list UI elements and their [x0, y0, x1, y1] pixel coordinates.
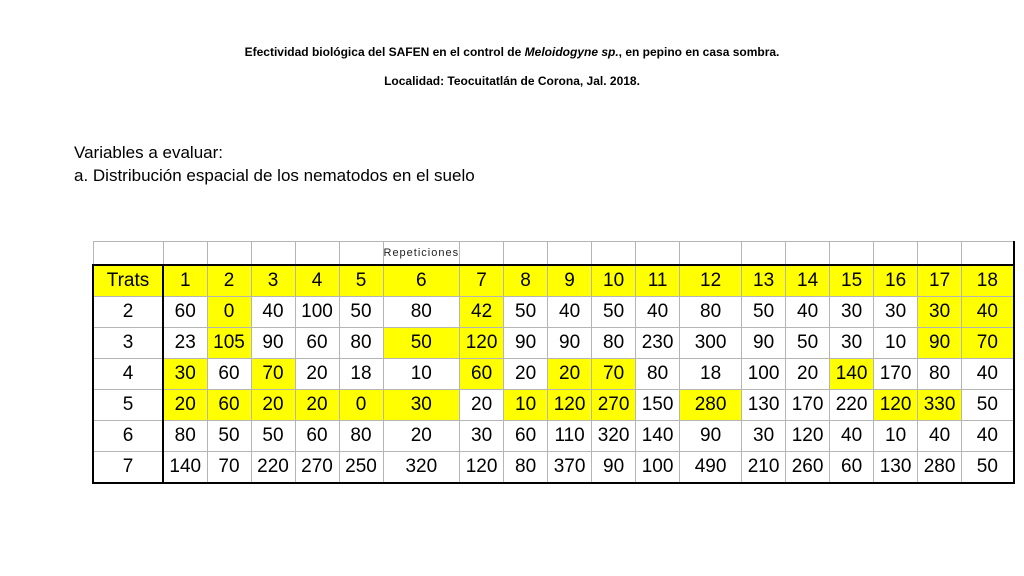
table-cell: 20 [504, 359, 548, 390]
variable-item-a: a. Distribución espacial de los nematodos en el suelo [74, 166, 475, 185]
table-cell: 90 [742, 328, 786, 359]
table-cell: 210 [742, 452, 786, 484]
table-cell: 120 [460, 452, 504, 484]
empty-cell [874, 242, 918, 266]
table-cell: 220 [251, 452, 295, 484]
table-cell: 40 [962, 297, 1014, 328]
column-header: 1 [163, 265, 207, 297]
table-cell: 120 [460, 328, 504, 359]
table-cell: 60 [460, 359, 504, 390]
table-cell: 20 [460, 390, 504, 421]
column-header: 13 [742, 265, 786, 297]
table-cell: 60 [504, 421, 548, 452]
column-header-trats: Trats [93, 265, 163, 297]
table-cell: 40 [786, 297, 830, 328]
table-cell: 30 [918, 297, 962, 328]
table-cell: 18 [680, 359, 742, 390]
table-cell: 300 [680, 328, 742, 359]
empty-cell [251, 242, 295, 266]
empty-cell [93, 242, 163, 266]
table-cell: 60 [295, 328, 339, 359]
table-cell: 100 [295, 297, 339, 328]
table-cell: 50 [962, 452, 1014, 484]
table-cell: 20 [163, 390, 207, 421]
table-cell: 50 [742, 297, 786, 328]
table-row [93, 328, 1014, 359]
table-row [93, 297, 1014, 328]
table-cell: 80 [383, 297, 460, 328]
table-cell: 60 [207, 359, 251, 390]
row-header-trat: 4 [93, 359, 163, 390]
data-table [92, 241, 1015, 484]
table-cell: 370 [548, 452, 592, 484]
table-cell: 70 [592, 359, 636, 390]
table-cell: 90 [918, 328, 962, 359]
column-header: 5 [339, 265, 383, 297]
empty-cell [339, 242, 383, 266]
table-cell: 250 [339, 452, 383, 484]
table-cell: 10 [383, 359, 460, 390]
table-cell: 140 [163, 452, 207, 484]
table-cell: 70 [251, 359, 295, 390]
table-cell: 60 [163, 297, 207, 328]
table-cell: 130 [742, 390, 786, 421]
empty-cell [742, 242, 786, 266]
table-cell: 140 [830, 359, 874, 390]
title-species: Meloidogyne sp. [524, 45, 619, 59]
group-label: Repeticiones [383, 242, 460, 266]
empty-cell [592, 242, 636, 266]
column-header: 4 [295, 265, 339, 297]
table-cell: 30 [874, 297, 918, 328]
empty-cell [830, 242, 874, 266]
table-cell: 50 [207, 421, 251, 452]
table-cell: 20 [295, 390, 339, 421]
table-cell: 270 [592, 390, 636, 421]
table-cell: 280 [918, 452, 962, 484]
table-cell: 105 [207, 328, 251, 359]
table-cell: 40 [636, 297, 680, 328]
table-cell: 70 [207, 452, 251, 484]
table-cell: 40 [251, 297, 295, 328]
column-header: 6 [383, 265, 460, 297]
table-cell: 20 [383, 421, 460, 452]
empty-cell [460, 242, 504, 266]
column-header: 11 [636, 265, 680, 297]
table-row [93, 359, 1014, 390]
column-header: 16 [874, 265, 918, 297]
table-cell: 50 [339, 297, 383, 328]
empty-cell [918, 242, 962, 266]
row-header-trat: 7 [93, 452, 163, 484]
column-header: 9 [548, 265, 592, 297]
column-header: 17 [918, 265, 962, 297]
table-cell: 40 [962, 359, 1014, 390]
table-cell: 270 [295, 452, 339, 484]
table-cell: 40 [962, 421, 1014, 452]
table-cell: 100 [636, 452, 680, 484]
table-cell: 170 [786, 390, 830, 421]
table-cell: 100 [742, 359, 786, 390]
table-cell: 50 [962, 390, 1014, 421]
table-cell: 80 [339, 421, 383, 452]
row-header-trat: 2 [93, 297, 163, 328]
table-cell: 30 [742, 421, 786, 452]
table-cell: 10 [874, 328, 918, 359]
table-row [93, 390, 1014, 421]
table-cell: 20 [251, 390, 295, 421]
row-header-trat: 3 [93, 328, 163, 359]
table-cell: 170 [874, 359, 918, 390]
table-cell: 80 [163, 421, 207, 452]
document-title [0, 45, 1024, 59]
column-header: 7 [460, 265, 504, 297]
table-cell: 80 [680, 297, 742, 328]
table-cell: 80 [592, 328, 636, 359]
empty-cell [504, 242, 548, 266]
table-cell: 20 [548, 359, 592, 390]
table-cell: 80 [918, 359, 962, 390]
table-cell: 42 [460, 297, 504, 328]
table-cell: 40 [918, 421, 962, 452]
table-cell: 90 [592, 452, 636, 484]
table-cell: 0 [339, 390, 383, 421]
column-header: 15 [830, 265, 874, 297]
table-cell: 20 [295, 359, 339, 390]
column-header: 10 [592, 265, 636, 297]
row-header-trat: 6 [93, 421, 163, 452]
location-line: Localidad: Teocuitatlán de Corona, Jal. 2018. [384, 74, 640, 88]
table-cell: 90 [251, 328, 295, 359]
table-cell: 120 [548, 390, 592, 421]
empty-cell [962, 242, 1014, 266]
table-cell: 30 [830, 328, 874, 359]
table-cell: 80 [636, 359, 680, 390]
table-cell: 260 [786, 452, 830, 484]
table-cell: 10 [874, 421, 918, 452]
table-cell: 40 [548, 297, 592, 328]
table-cell: 80 [504, 452, 548, 484]
table-cell: 90 [680, 421, 742, 452]
table-cell: 30 [830, 297, 874, 328]
table-cell: 10 [504, 390, 548, 421]
table-cell: 60 [295, 421, 339, 452]
empty-cell [636, 242, 680, 266]
table-cell: 18 [339, 359, 383, 390]
empty-cell [680, 242, 742, 266]
table-cell: 280 [680, 390, 742, 421]
table-cell: 60 [830, 452, 874, 484]
table-cell: 120 [874, 390, 918, 421]
variables-heading: Variables a evaluar: [74, 143, 223, 162]
table-cell: 230 [636, 328, 680, 359]
column-header: 18 [962, 265, 1014, 297]
empty-cell [548, 242, 592, 266]
variables-section [74, 141, 475, 187]
empty-cell [786, 242, 830, 266]
column-header: 14 [786, 265, 830, 297]
table-cell: 50 [383, 328, 460, 359]
table-cell: 80 [339, 328, 383, 359]
table-cell: 140 [636, 421, 680, 452]
table-row [93, 421, 1014, 452]
empty-cell [295, 242, 339, 266]
column-header-row [93, 265, 1014, 297]
table-cell: 50 [786, 328, 830, 359]
column-header: 3 [251, 265, 295, 297]
table-cell: 0 [207, 297, 251, 328]
table-cell: 330 [918, 390, 962, 421]
table-cell: 20 [786, 359, 830, 390]
table-cell: 30 [163, 359, 207, 390]
table-cell: 40 [830, 421, 874, 452]
table-cell: 320 [383, 452, 460, 484]
column-header: 12 [680, 265, 742, 297]
table-cell: 130 [874, 452, 918, 484]
table-cell: 70 [962, 328, 1014, 359]
table-cell: 120 [786, 421, 830, 452]
column-header: 2 [207, 265, 251, 297]
table-cell: 50 [251, 421, 295, 452]
title-text-end: , en pepino en casa sombra. [618, 45, 780, 59]
table-cell: 320 [592, 421, 636, 452]
table-cell: 23 [163, 328, 207, 359]
title-text: Efectividad biológica del SAFEN en el control de [244, 45, 525, 59]
table-cell: 490 [680, 452, 742, 484]
empty-cell [207, 242, 251, 266]
table-cell: 30 [383, 390, 460, 421]
table-cell: 90 [548, 328, 592, 359]
table-cell: 60 [207, 390, 251, 421]
table-row [93, 452, 1014, 484]
group-header-row [93, 242, 1014, 266]
table-cell: 30 [460, 421, 504, 452]
table-cell: 50 [504, 297, 548, 328]
table-cell: 90 [504, 328, 548, 359]
table-cell: 220 [830, 390, 874, 421]
empty-cell [163, 242, 207, 266]
table-cell: 150 [636, 390, 680, 421]
table-cell: 110 [548, 421, 592, 452]
column-header: 8 [504, 265, 548, 297]
row-header-trat: 5 [93, 390, 163, 421]
table-cell: 50 [592, 297, 636, 328]
